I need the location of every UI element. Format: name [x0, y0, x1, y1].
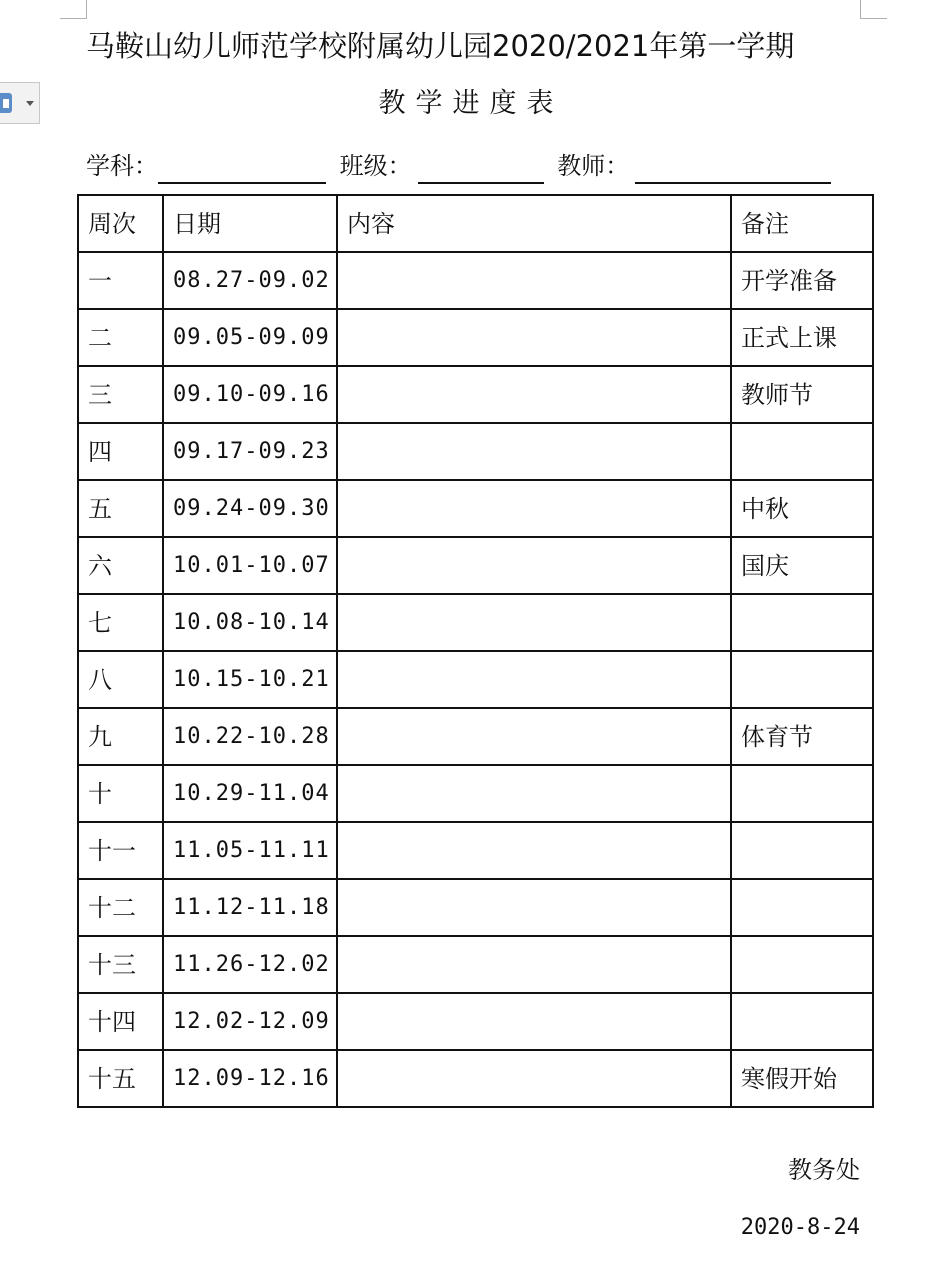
document-subtitle: 教学进度表: [378, 88, 564, 119]
signature-date: 2020-8-24: [740, 1215, 860, 1240]
note-cell: 体育节: [731, 708, 873, 765]
schedule-table: [77, 194, 874, 1108]
note-cell: [731, 594, 873, 651]
content-cell: [337, 879, 731, 936]
content-cell: [337, 480, 731, 537]
week-cell: 六: [78, 537, 163, 594]
note-cell: [731, 423, 873, 480]
form-fields: [86, 148, 837, 184]
table-row: [78, 480, 873, 537]
date-cell: 12.02-12.09: [163, 993, 337, 1050]
table-header-row: [78, 195, 873, 252]
subject-blank: [158, 154, 326, 184]
week-cell: 十一: [78, 822, 163, 879]
subject-label: 学科：: [86, 152, 158, 180]
class-blank: [418, 154, 544, 184]
week-cell: 一: [78, 252, 163, 309]
date-cell: 09.17-09.23: [163, 423, 337, 480]
table-row: [78, 1050, 873, 1107]
date-cell: 09.24-09.30: [163, 480, 337, 537]
table-row: [78, 822, 873, 879]
date-cell: 10.29-11.04: [163, 765, 337, 822]
date-cell: 10.01-10.07: [163, 537, 337, 594]
note-cell: 正式上课: [731, 309, 873, 366]
teacher-label: 教师：: [557, 152, 630, 180]
content-cell: [337, 822, 731, 879]
table-row: [78, 993, 873, 1050]
date-cell: 09.05-09.09: [163, 309, 337, 366]
week-cell: 四: [78, 423, 163, 480]
note-cell: [731, 936, 873, 993]
content-cell: [337, 993, 731, 1050]
office-signature: 教务处: [788, 1156, 860, 1184]
table-row: [78, 366, 873, 423]
week-cell: 五: [78, 480, 163, 537]
content-cell: [337, 936, 731, 993]
date-cell: 10.22-10.28: [163, 708, 337, 765]
table-row: [78, 879, 873, 936]
content-cell: [337, 765, 731, 822]
header-note: 备注: [731, 195, 873, 252]
note-cell: [731, 765, 873, 822]
note-cell: [731, 879, 873, 936]
header-week: 周次: [78, 195, 163, 252]
content-cell: [337, 309, 731, 366]
date-cell: 10.08-10.14: [163, 594, 337, 651]
date-cell: 08.27-09.02: [163, 252, 337, 309]
week-cell: 七: [78, 594, 163, 651]
week-cell: 二: [78, 309, 163, 366]
note-cell: [731, 993, 873, 1050]
table-row: [78, 765, 873, 822]
page-corner-mark-top-left: [60, 0, 87, 19]
week-cell: 十五: [78, 1050, 163, 1107]
week-cell: 八: [78, 651, 163, 708]
table-row: [78, 936, 873, 993]
table-row: [78, 423, 873, 480]
table-row: [78, 594, 873, 651]
week-cell: 九: [78, 708, 163, 765]
content-cell: [337, 423, 731, 480]
class-label: 班级：: [339, 152, 412, 180]
note-cell: 教师节: [731, 366, 873, 423]
week-cell: 十四: [78, 993, 163, 1050]
date-cell: 11.05-11.11: [163, 822, 337, 879]
week-cell: 三: [78, 366, 163, 423]
week-cell: 十: [78, 765, 163, 822]
week-cell: 十二: [78, 879, 163, 936]
content-cell: [337, 651, 731, 708]
table-row: [78, 309, 873, 366]
week-cell: 十三: [78, 936, 163, 993]
date-cell: 10.15-10.21: [163, 651, 337, 708]
content-cell: [337, 366, 731, 423]
header-date: 日期: [163, 195, 337, 252]
table-row: [78, 708, 873, 765]
table-row: [78, 252, 873, 309]
note-cell: 中秋: [731, 480, 873, 537]
content-cell: [337, 537, 731, 594]
teacher-blank: [635, 154, 831, 184]
page-corner-mark-top-right: [860, 0, 887, 19]
note-cell: 国庆: [731, 537, 873, 594]
date-cell: 12.09-12.16: [163, 1050, 337, 1107]
date-cell: 09.10-09.16: [163, 366, 337, 423]
date-cell: 11.26-12.02: [163, 936, 337, 993]
content-cell: [337, 594, 731, 651]
content-cell: [337, 252, 731, 309]
table-row: [78, 651, 873, 708]
table-row: [78, 537, 873, 594]
document-title: 马鞍山幼儿师范学校附属幼儿园2020/2021年第一学期: [86, 29, 795, 63]
content-cell: [337, 1050, 731, 1107]
note-cell: [731, 651, 873, 708]
date-cell: 11.12-11.18: [163, 879, 337, 936]
content-cell: [337, 708, 731, 765]
note-cell: 开学准备: [731, 252, 873, 309]
header-content: 内容: [337, 195, 731, 252]
note-cell: [731, 822, 873, 879]
note-cell: 寒假开始: [731, 1050, 873, 1107]
